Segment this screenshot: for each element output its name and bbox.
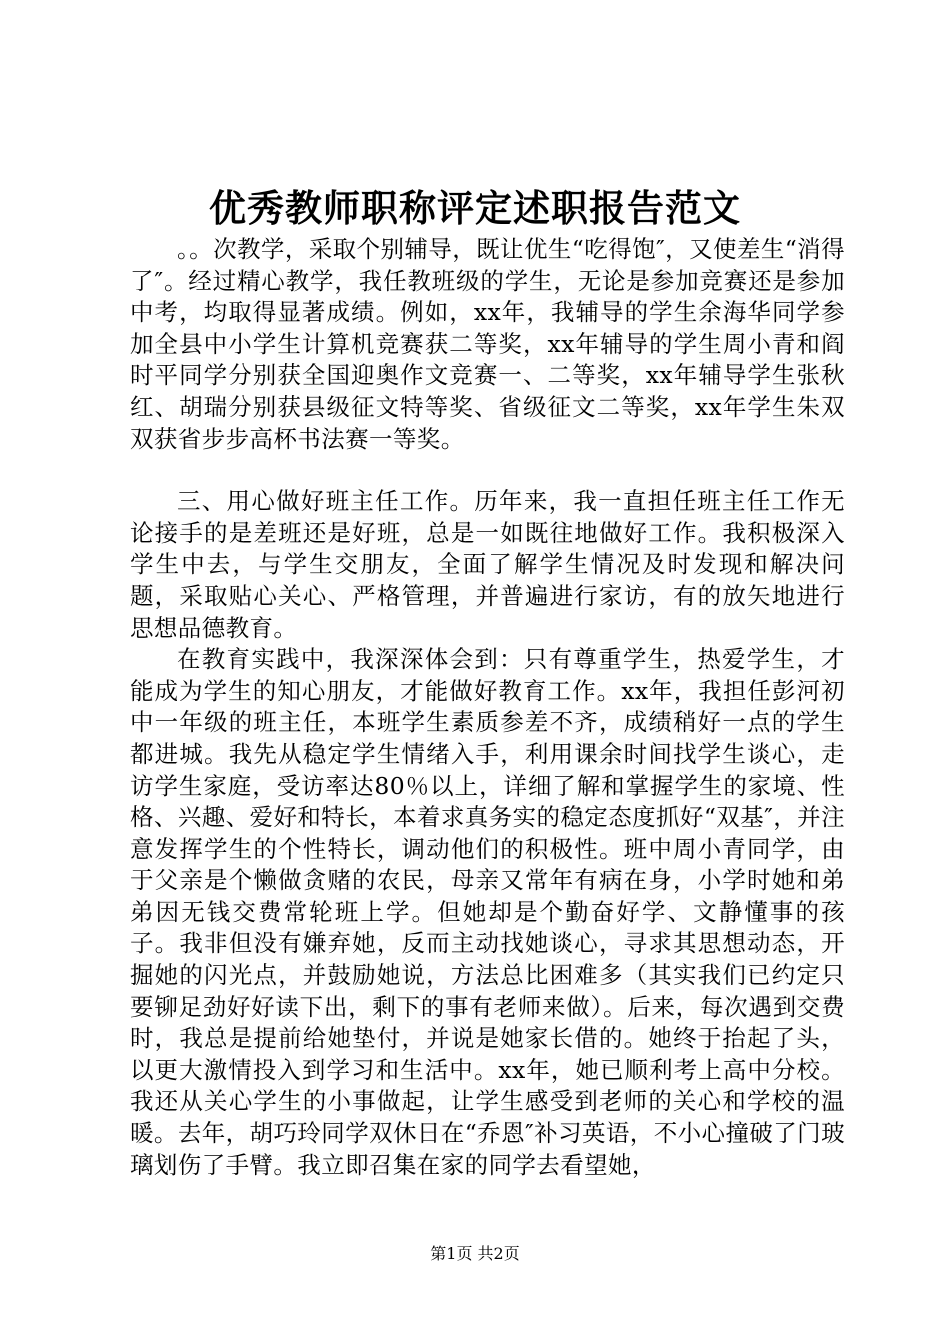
paragraph-class-teacher-work: 三、用心做好班主任工作。历年来，我一直担任班主任工作无论接手的是差班还是好班，总是一如既往地做好工作。我积极深入学生中去，与学生交朋友，全面了解学生情况及时发现和解决问题，采取贴心关心、严格管理，并普遍进行家访，有的放矢地进行思想品德教育。: [130, 487, 845, 642]
document-body: [130, 234, 845, 1181]
document-title: 优秀教师职称评定述职报告范文: [209, 186, 741, 230]
paragraph-education-practice: 在教育实践中，我深深体会到：只有尊重学生，热爱学生，才能成为学生的知心朋友，才能做好教育工作。xx年，我担任彭河初中一年级的班主任，本班学生素质参差不齐，成绩稍好一点的学生都进城。我先从稳定学生情绪入手，利用课余时间找学生谈心，走访学生家庭，受访率达80％以上，详细了解和掌握学生的家境、性格、兴趣、爱好和特长，本着求真务实的稳定态度抓好“双基″，并注意发挥学生的个性特长，调动他们的积极性。班中周小青同学，由于父亲是个懒做贪赌的农民，母亲又常年有病在身，小学时她和弟弟因无钱交费常轮班上学。但她却是个勤奋好学、文静懂事的孩子。我非但没有嫌弃她，反而主动找她谈心，寻求其思想动态，开掘她的闪光点，并鼓励她说，方法总比困难多（其实我们已约定只要铆足劲好好读下出，剩下的事有老师来做）。后来，每次遇到交费时，我总是提前给她垫付，并说是她家长借的。她终于抬起了头，以更大激情投入到学习和生活中。xx年，她已顺利考上高中分校。我还从关心学生的小事做起，让学生感受到老师的关心和学校的温暖。去年，胡巧玲同学双休日在“乔恩″补习英语，不小心撞破了门玻璃划伤了手臂。我立即召集在家的同学去看望她，: [130, 645, 845, 1179]
paragraph-teaching-results: 。。次教学，采取个别辅导，既让优生“吃得饱″，又使差生“消得了″。经过精心教学，我任教班级的学生，无论是参加竞赛还是参加中考，均取得显著成绩。例如，xx年，我辅导的学生余海华同学参加全县中小学生计算机竞赛获二等奖，xx年辅导的学生周小青和阎时平同学分别获全国迎奥作文竞赛一、二等奖，xx年辅导学生张秋红、胡瑞分别获县级征文特等奖、省级征文二等奖，xx年学生朱双双获省步步高杯书法赛一等奖。: [130, 235, 845, 453]
page-number-footer: 第1页 共2页: [430, 1244, 520, 1263]
